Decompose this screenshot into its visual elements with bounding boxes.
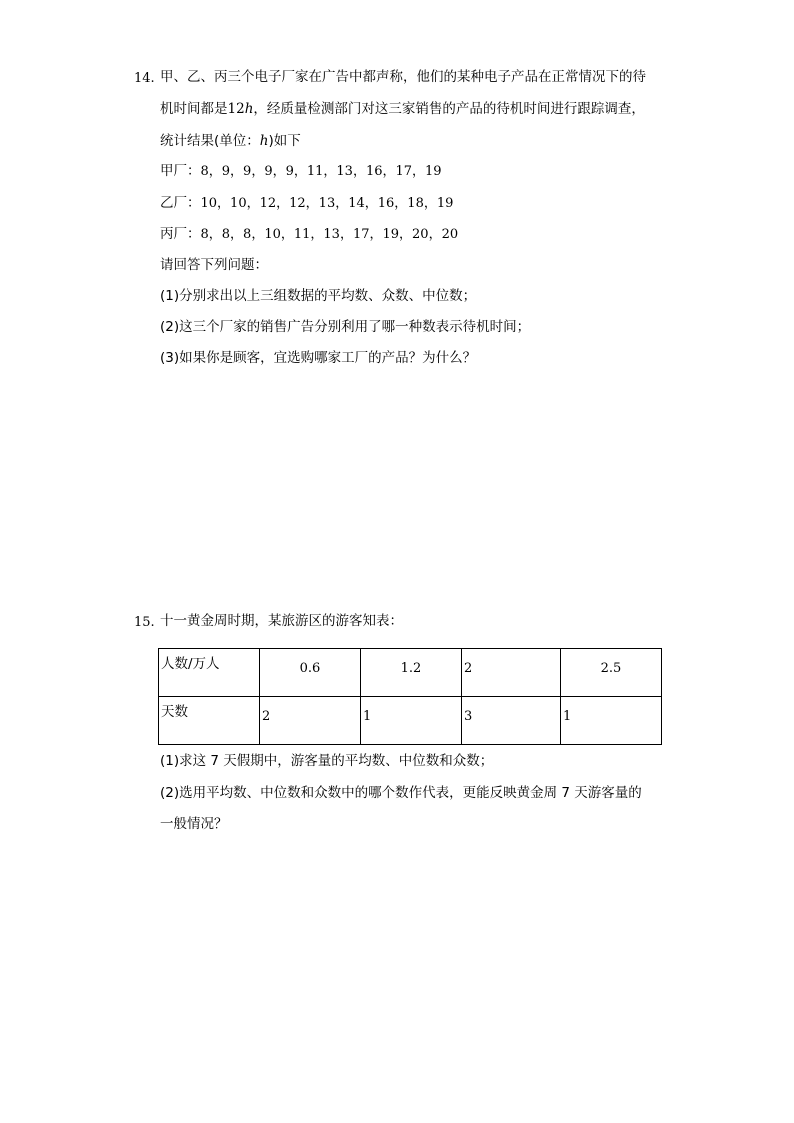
table-cell: [462, 649, 561, 697]
cell-text: 2.5: [600, 661, 622, 676]
table-row: [159, 649, 662, 697]
table-header-cell: [159, 649, 260, 697]
table-cell: [361, 697, 462, 745]
factory-label: 甲厂：: [160, 163, 201, 179]
text-fragment: 统计结果(单位：: [160, 133, 260, 149]
cell-text: 3: [464, 709, 473, 724]
sub-question-2-line-2: 一般情况？: [160, 816, 228, 832]
cell-text: 2: [464, 661, 473, 676]
question-intro: 十一黄金周时期，某旅游区的游客知表：: [160, 613, 403, 629]
table-cell: [561, 649, 662, 697]
visitor-table: [158, 648, 662, 745]
text-fragment: ，经质量检测部门对这三家销售的产品的待机时间进行跟踪调查，: [253, 101, 645, 117]
cell-text: 1.2: [400, 661, 422, 676]
cell-text: 0.6: [299, 661, 321, 676]
table-cell: [260, 697, 361, 745]
table-cell: [561, 697, 662, 745]
question-text-line-3: [160, 132, 301, 150]
factory-values: 10，10，12，12，13，14，16，18，19: [200, 196, 454, 211]
factory-label: 丙厂：: [160, 226, 201, 242]
text-fragment: 机时间都是: [160, 101, 228, 117]
sub-question-1: (1)求这 7 天假期中，游客量的平均数、中位数和众数；: [160, 753, 494, 769]
question-text-line-1: 甲、乙、丙三个电子厂家在广告中都声称，他们的某种电子产品在正常情况下的待: [160, 69, 646, 85]
text-fragment: )如下: [268, 133, 301, 149]
table-cell: [260, 649, 361, 697]
factory-b-data: [160, 194, 453, 212]
hours-unit: h: [244, 101, 254, 117]
hours-value: 12: [227, 101, 245, 117]
unit-symbol: h: [259, 133, 269, 149]
question-text-line-2: [160, 100, 645, 118]
factory-values: 8，9，9，9，9，11，13，16，17，19: [200, 164, 442, 179]
cell-text: 人数/万人: [161, 656, 220, 672]
table-header-cell: [159, 697, 260, 745]
cell-text: 2: [262, 709, 271, 724]
cell-text: 1: [363, 709, 372, 724]
factory-label: 乙厂：: [160, 195, 201, 211]
question-number: 15.: [134, 615, 155, 630]
question-prompt: 请回答下列问题：: [160, 257, 268, 273]
question-number: 14.: [134, 71, 155, 86]
factory-c-data: [160, 225, 458, 243]
sub-question-3: (3)如果你是顾客，宜选购哪家工厂的产品？为什么？: [160, 350, 477, 366]
factory-values: 8，8，8，10，11，13，17，19，20，20: [200, 227, 459, 242]
table-cell: [361, 649, 462, 697]
sub-question-2: (2)这三个厂家的销售广告分别利用了哪一种数表示待机时间；: [160, 319, 531, 335]
sub-question-1: (1)分别求出以上三组数据的平均数、众数、中位数；: [160, 288, 477, 304]
cell-text: 天数: [161, 704, 188, 720]
table-cell: [462, 697, 561, 745]
factory-a-data: [160, 162, 442, 180]
table-row: [159, 697, 662, 745]
cell-text: 1: [563, 709, 572, 724]
sub-question-2-line-1: (2)选用平均数、中位数和众数中的哪个数作代表，更能反映黄金周 7 天游客量的: [160, 785, 642, 801]
